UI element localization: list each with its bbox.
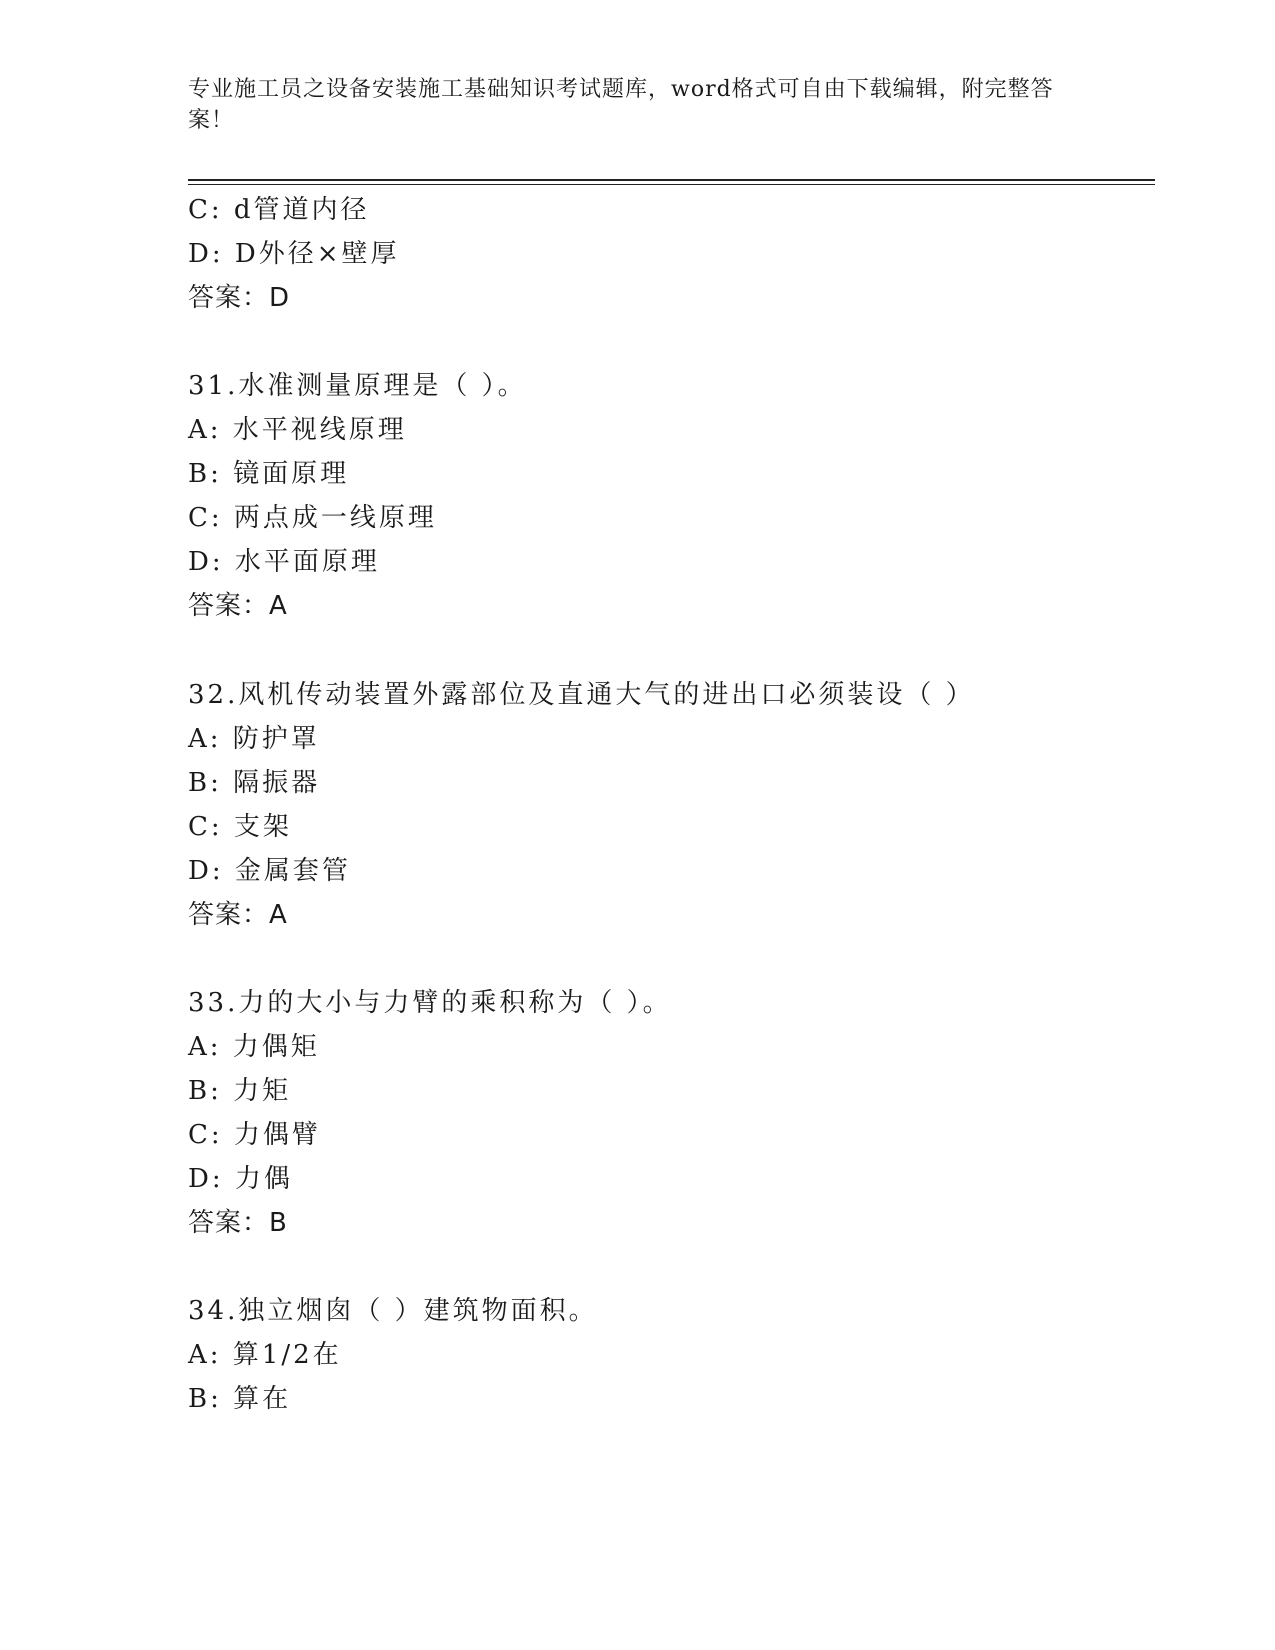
q33-option-b: B: 力矩: [188, 1076, 292, 1106]
q33-answer: 答案：B: [188, 1208, 288, 1238]
q34-question: 34.独立烟囱（ ）建筑物面积。: [188, 1296, 598, 1326]
q32-option-d: D: 金属套管: [188, 856, 351, 886]
q30-answer: 答案：D: [188, 283, 291, 313]
q30-option-c: C: d管道内径: [188, 195, 370, 225]
q33-option-d: D: 力偶: [188, 1164, 293, 1194]
q32-option-a: A: 防护罩: [188, 724, 320, 754]
q31-option-a: A: 水平视线原理: [188, 415, 407, 445]
document-header: 专业施工员之设备安装施工基础知识考试题库，word格式可自由下载编辑，附完整答案！: [188, 77, 1054, 133]
q31-option-d: D: 水平面原理: [188, 547, 380, 577]
q33-option-a: A: 力偶矩: [188, 1032, 320, 1062]
header-divider-thin: [188, 184, 1155, 185]
q33-option-c: C: 力偶臂: [188, 1120, 321, 1150]
q31-option-c: C: 两点成一线原理: [188, 503, 437, 533]
q31-question: 31.水准测量原理是（ ）。: [188, 371, 527, 401]
header-divider: [188, 179, 1155, 181]
q30-option-d: D: D外径×壁厚: [188, 239, 400, 269]
q31-option-b: B: 镜面原理: [188, 459, 350, 489]
q32-answer: 答案：A: [188, 900, 288, 930]
q34-option-a: A: 算1/2在: [188, 1340, 342, 1370]
q33-question: 33.力的大小与力臂的乘积称为（ ）。: [188, 988, 672, 1018]
q32-question: 32.风机传动装置外露部位及直通大气的进出口必须装设（ ）: [188, 680, 975, 710]
q34-option-b: B: 算在: [188, 1384, 292, 1414]
q32-option-b: B: 隔振器: [188, 768, 321, 798]
q32-option-c: C: 支架: [188, 812, 292, 842]
q31-answer: 答案：A: [188, 591, 288, 621]
